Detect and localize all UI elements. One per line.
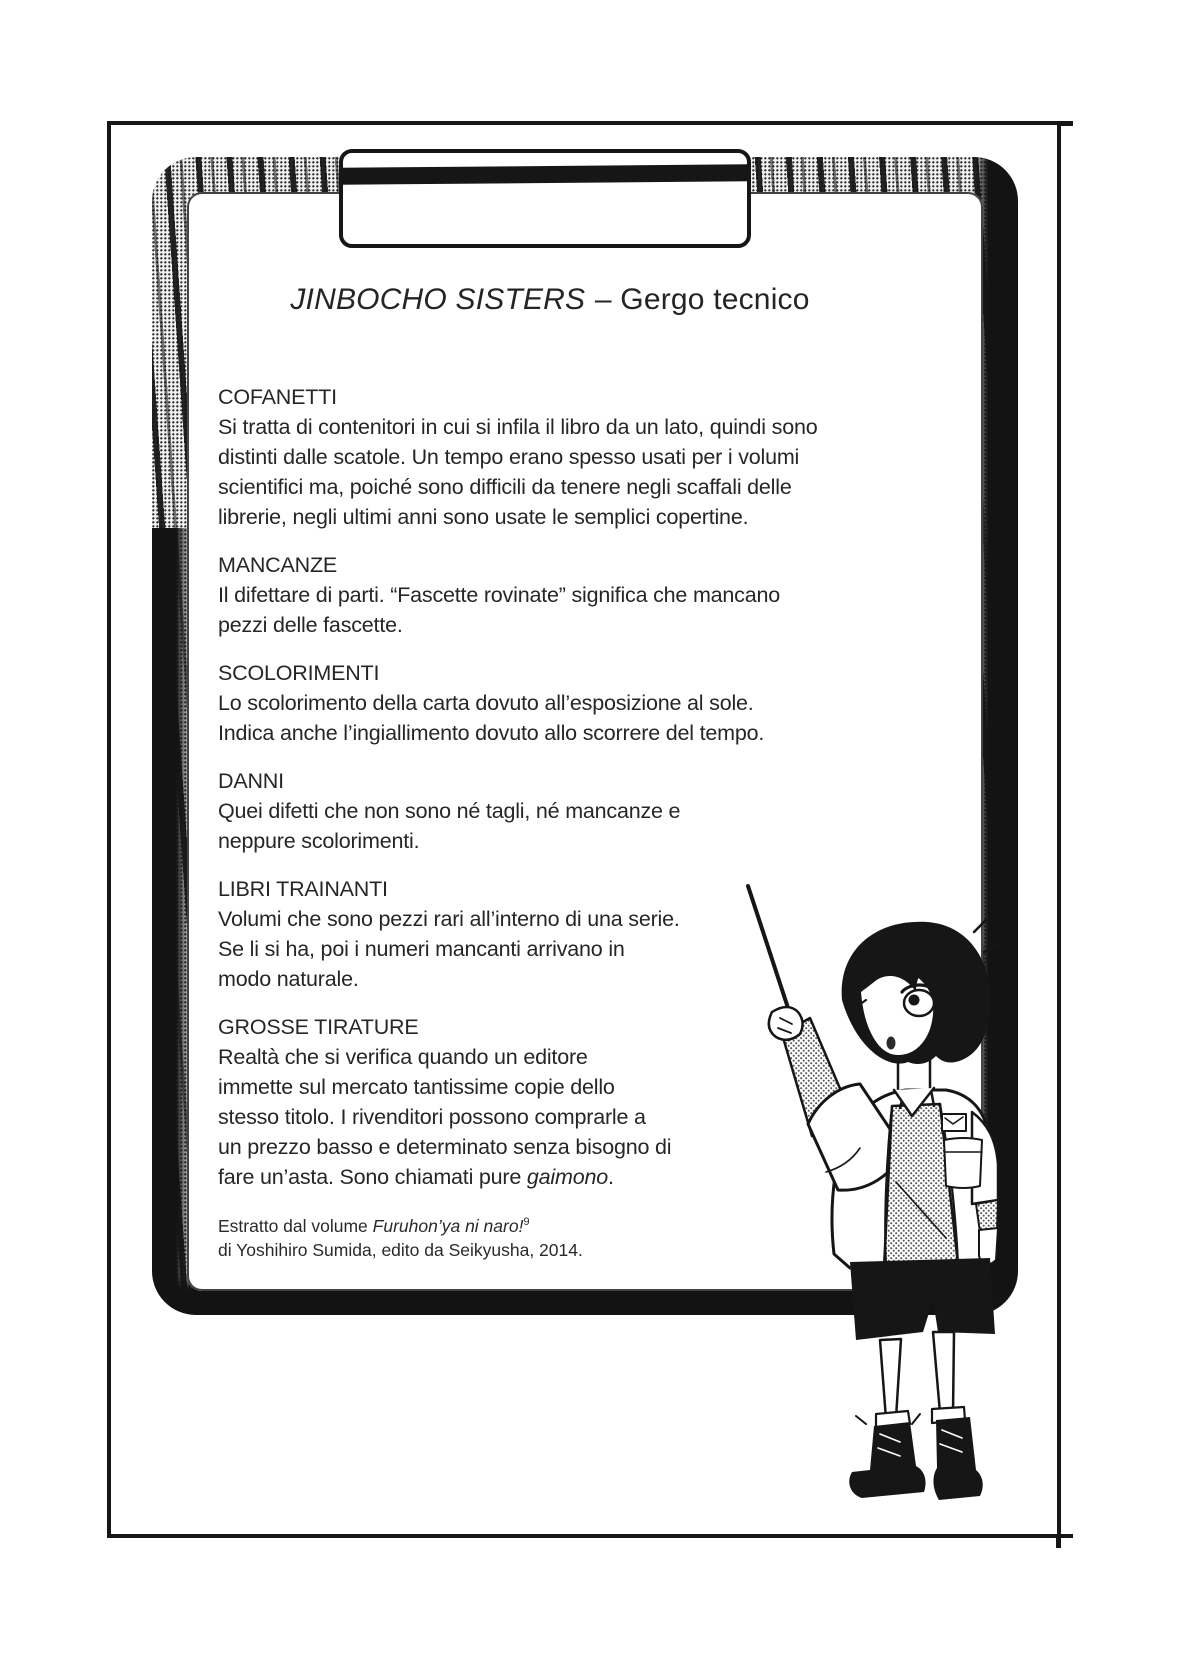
definition-text: .	[608, 1165, 614, 1189]
definition-line: pezzi delle fascette.	[218, 613, 403, 637]
page-title	[190, 283, 910, 317]
definition-line: Se li si ha, poi i numeri mancanti arrivano in	[218, 937, 625, 961]
boot	[933, 1417, 982, 1500]
definition-line: modo naturale.	[218, 967, 359, 991]
footnote-reference-number: 9	[523, 1216, 530, 1228]
definition-line: Il difettare di parti. “Fascette rovinate” significa che mancano	[218, 583, 780, 607]
definition-line: Quei difetti che non sono né tagli, né mancanze e	[218, 799, 681, 823]
pointer-stick	[748, 886, 790, 1014]
manga-girl-illustration	[690, 872, 1002, 1512]
hand-fist	[769, 1007, 803, 1040]
shorts	[850, 1258, 995, 1340]
term-label: DANNI	[218, 769, 284, 793]
definition-line: Lo scolorimento della carta dovuto all’esposizione al sole.	[218, 691, 754, 715]
term-label: LIBRI TRAINANTI	[218, 877, 388, 901]
title-subtitle: – Gergo tecnico	[594, 283, 810, 316]
frame-overshoot	[1057, 1534, 1073, 1538]
glossary-section-cofanetti	[218, 382, 978, 532]
mouth	[887, 1037, 896, 1050]
footnote-line: di Yoshihiro Sumida, edito da Seikyusha, 2014.	[218, 1239, 583, 1260]
glossary-section-danni	[218, 766, 978, 856]
definition-line: stesso titolo. I rivenditori possono comprarle a	[218, 1105, 646, 1129]
shirt-pocket	[944, 1138, 982, 1188]
definition-line: un prezzo basso e determinato senza bisogno di	[218, 1135, 672, 1159]
boot	[849, 1422, 925, 1498]
leg	[880, 1339, 901, 1419]
definition-line: scientifici ma, poiché sono difficili da tenere negli scaffali delle	[218, 475, 792, 499]
footnote-volume-title: Furuhon’ya ni naro!	[372, 1215, 524, 1236]
definition-italic-term: gaimono	[526, 1165, 608, 1189]
term-label: GROSSE TIRATURE	[218, 1015, 419, 1039]
definition-line: immette sul mercato tantissime copie dello	[218, 1075, 615, 1099]
clipboard-clip	[339, 149, 751, 248]
clipboard-clip-bar	[340, 164, 750, 185]
definition-line: librerie, negli ultimi anni sono usate le semplici copertine.	[218, 505, 749, 529]
eye	[904, 990, 934, 1016]
glossary-section-scolorimenti	[218, 658, 978, 748]
term-label: COFANETTI	[218, 385, 337, 409]
footnote-text: Estratto dal volume	[218, 1215, 373, 1236]
definition-line: Volumi che sono pezzi rari all’interno di una serie.	[218, 907, 680, 931]
definition-text: fare un’asta. Sono chiamati pure	[218, 1165, 527, 1189]
glossary-section-mancanze	[218, 550, 978, 640]
leg	[933, 1332, 954, 1413]
term-label: SCOLORIMENTI	[218, 661, 380, 685]
definition-line: Realtà che si verifica quando un editore	[218, 1045, 588, 1069]
title-series: JINBOCHO SISTERS	[290, 283, 586, 316]
definition-line: neppure scolorimenti.	[218, 829, 420, 853]
definition-line: Si tratta di contenitori in cui si infila il libro da un lato, quindi sono	[218, 415, 818, 439]
definition-line: Indica anche l’ingiallimento dovuto allo scorrere del tempo.	[218, 721, 765, 745]
definition-line: distinti dalle scatole. Un tempo erano spesso usati per i volumi	[218, 445, 800, 469]
term-label: MANCANZE	[218, 553, 338, 577]
